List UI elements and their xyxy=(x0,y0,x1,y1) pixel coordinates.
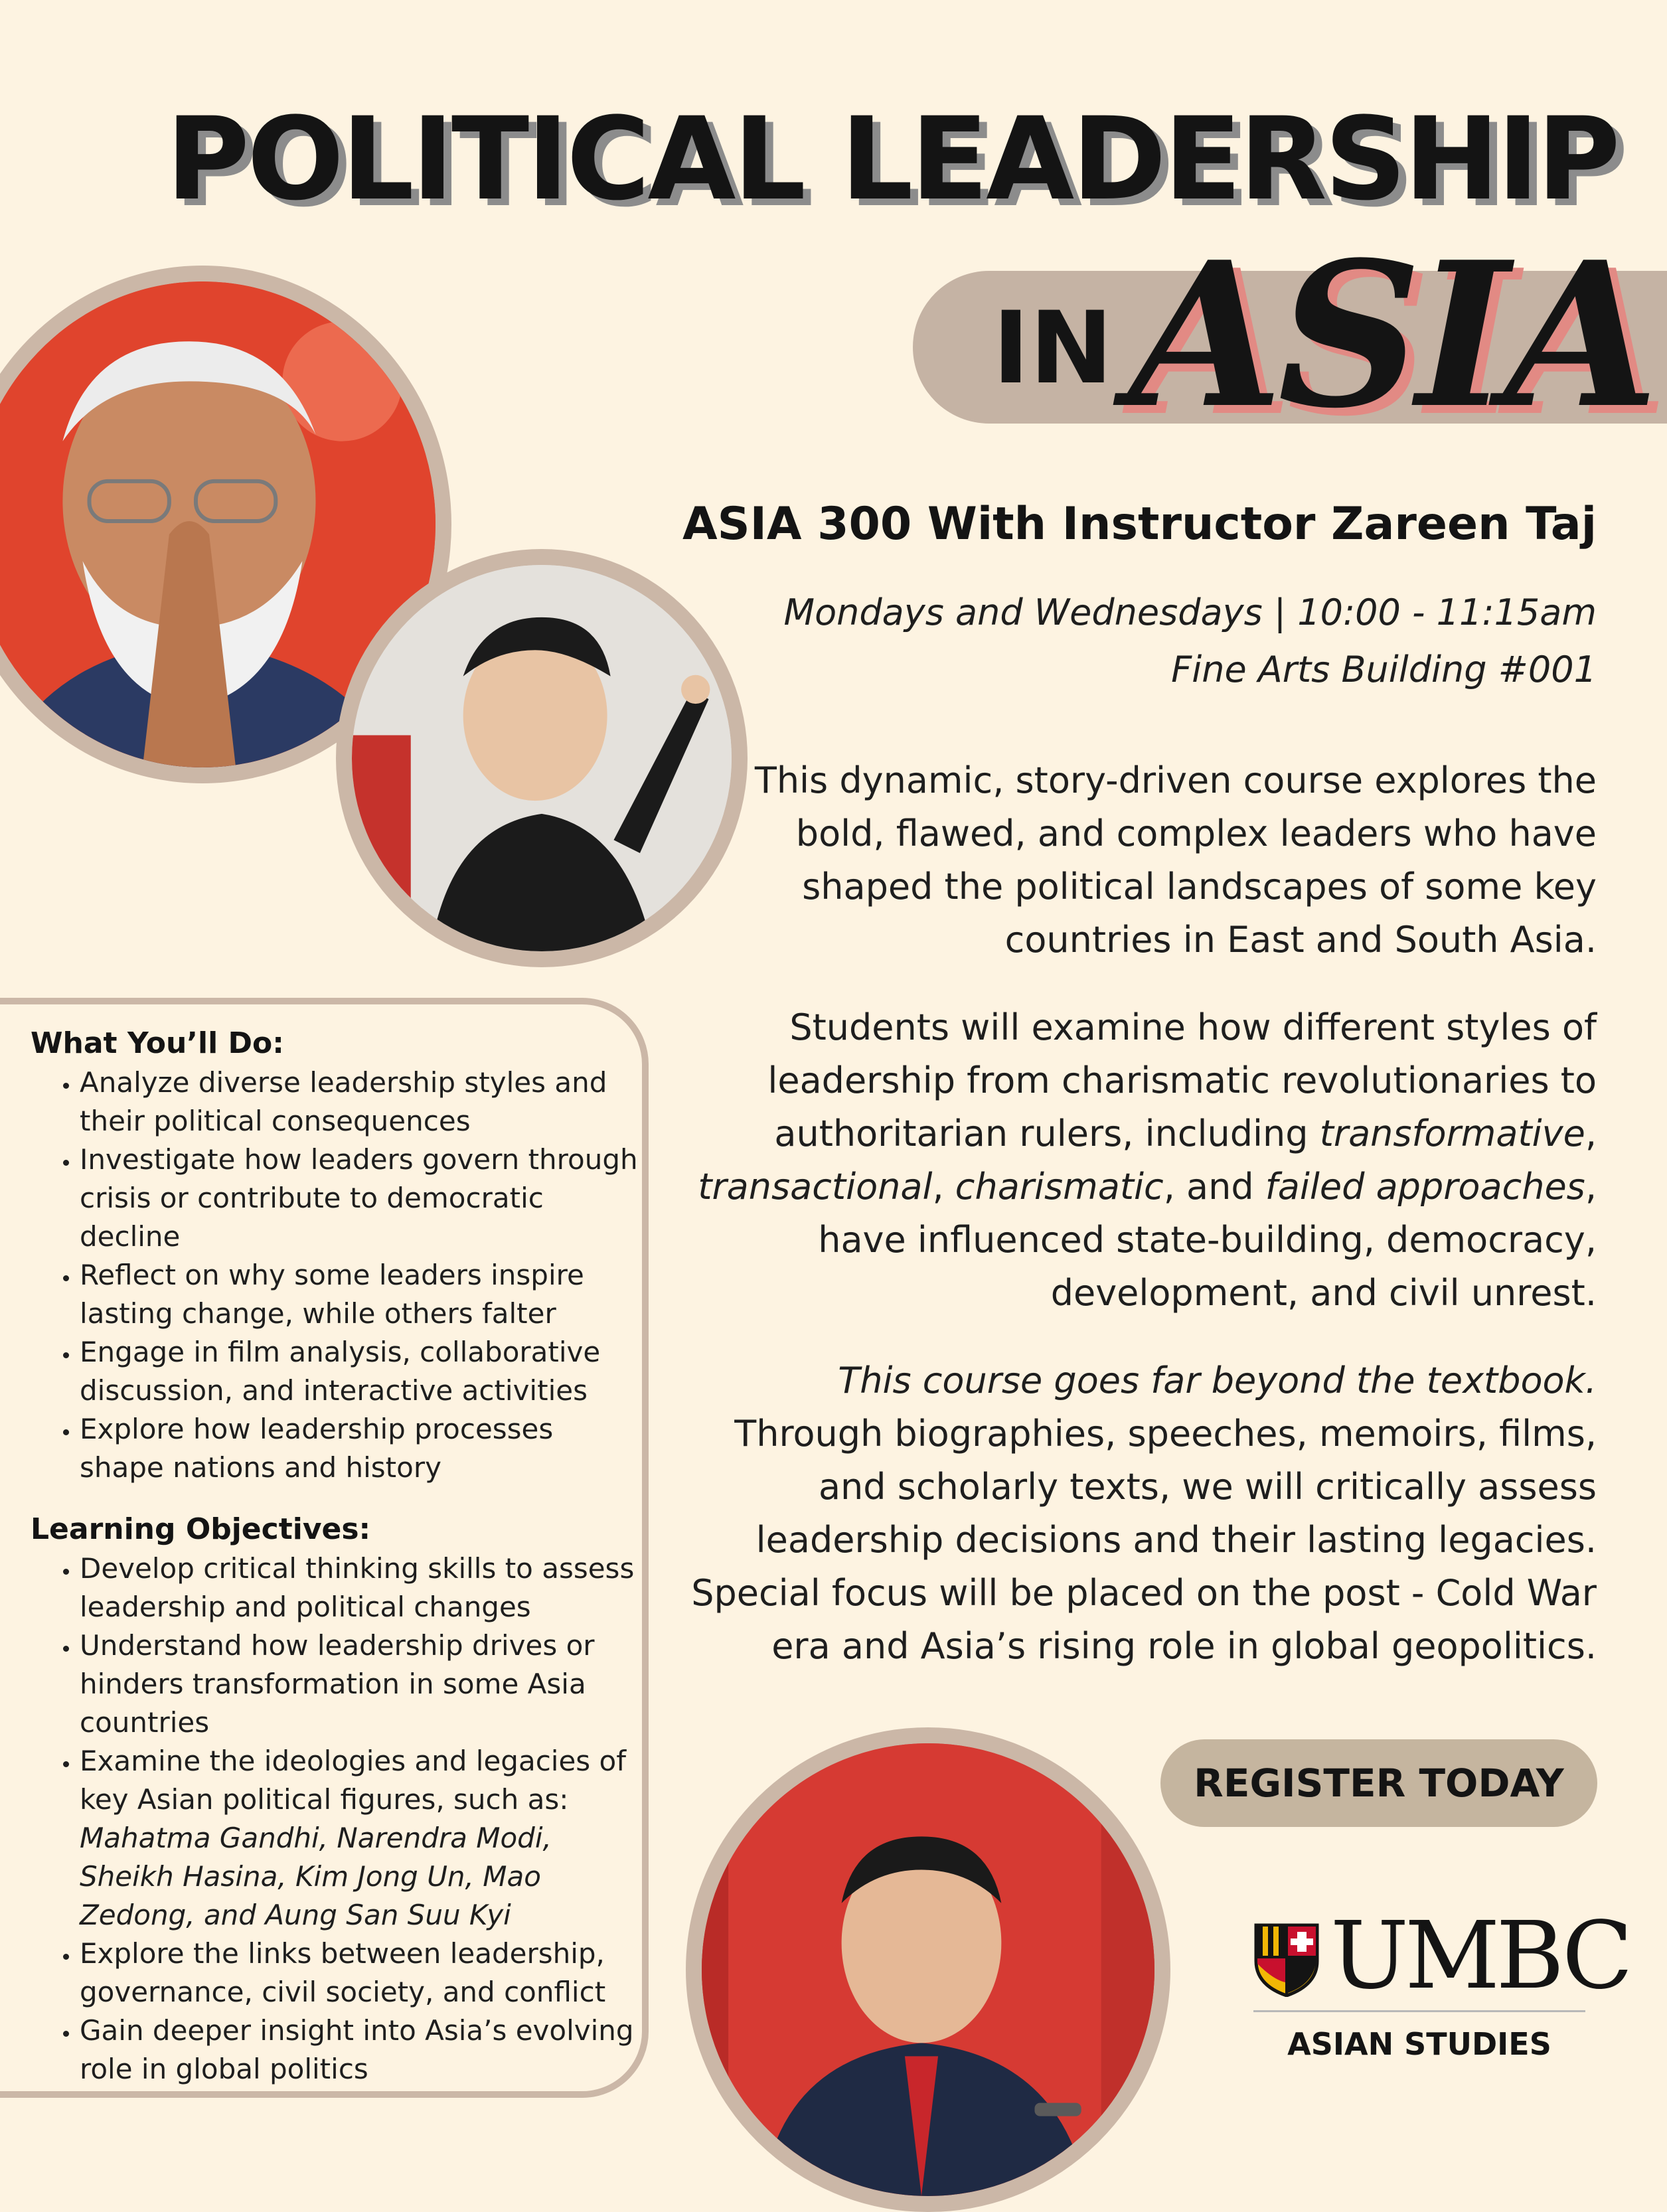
list-item-figures xyxy=(80,1742,641,1935)
learning-objectives-list xyxy=(31,1549,641,2089)
list-item: • Explore how leadership processes shape nations and history xyxy=(80,1410,641,1487)
list-item: • Understand how leadership drives or hinders transformation in some Asia countries xyxy=(80,1626,641,1742)
course-schedule-block xyxy=(784,584,1597,698)
figures-names: Mahatma Gandhi, Narendra Modi, Sheikh Hasina, Kim Jong Un, Mao Zedong, and Aung San Suu Kyi xyxy=(80,1822,552,1931)
p2-text-end: , have influenced state-building, democracy, development, and civil unrest. xyxy=(818,1166,1597,1314)
p3-italic: This course goes far beyond the textbook. xyxy=(838,1360,1597,1401)
p2-sep-1: , xyxy=(1585,1113,1597,1154)
p2-transformative: transformative xyxy=(1319,1113,1585,1154)
list-item: • Investigate how leaders govern through crisis or contribute to democratic decline xyxy=(80,1141,641,1256)
course-schedule: Mondays and Wednesdays | 10:00 - 11:15am xyxy=(783,592,1597,633)
figures-lead: Examine the ideologies and legacies of key Asian political figures, such as: xyxy=(80,1745,627,1816)
learning-objectives-heading: Learning Objectives: xyxy=(31,1512,371,1546)
list-item: • Reflect on why some leaders inspire lasting change, while others falter xyxy=(80,1256,641,1333)
logo-divider xyxy=(1253,2010,1585,2012)
p2-sep-2: , xyxy=(932,1166,955,1208)
title-in: IN xyxy=(992,291,1113,406)
list-item: • Analyze diverse leadership styles and their political consequences xyxy=(80,1064,641,1141)
p2-failed-approaches: failed approaches xyxy=(1265,1166,1585,1208)
course-location: Fine Arts Building #001 xyxy=(1171,649,1597,690)
department-name: ASIAN STUDIES xyxy=(1287,2026,1551,2062)
leader-photo-3 xyxy=(686,1727,1170,2212)
description-paragraph-1: This dynamic, story-driven course explores the bold, flawed, and complex leaders who have shaped the political landscapes of some key countries in East and South Asia. xyxy=(754,759,1597,961)
list-item: • Explore the links between leadership, governance, civil society, and conflict xyxy=(80,1935,641,2012)
p3-rest: Through biographies, speeches, memoirs, films, and scholarly texts, we will critically assess leadership decisions and their lasting legacies. Special focus will be placed on the post - Cold War era and Asia’s rising role in global geopolitics. xyxy=(691,1413,1597,1667)
p2-sep-3: , and xyxy=(1163,1166,1265,1208)
p2-charismatic: charismatic xyxy=(955,1166,1164,1208)
title-asia: ASIA xyxy=(1129,218,1654,452)
p2-text-start: Students will examine how different styles of leadership from charismatic revolutionaries to authoritarian rulers, including xyxy=(767,1006,1597,1154)
umbc-wordmark: UMBC xyxy=(1330,1902,1629,2010)
title-line-1: POLITICAL LEADERSHIP xyxy=(166,92,1618,226)
register-button[interactable]: REGISTER TODAY xyxy=(1160,1739,1597,1827)
list-item: • Develop critical thinking skills to assess leadership and political changes xyxy=(80,1549,641,1626)
umbc-shield-icon xyxy=(1253,1923,1320,1997)
list-item: • Engage in film analysis, collaborative discussion, and interactive activities xyxy=(80,1333,641,1410)
info-box-content xyxy=(31,1024,641,2089)
p2-transactional: transactional xyxy=(698,1166,933,1208)
list-item: • Gain deeper insight into Asia’s evolving role in global politics xyxy=(80,2012,641,2089)
description-paragraph-3 xyxy=(680,1354,1597,1673)
what-youll-do-list xyxy=(31,1064,641,1487)
course-heading: ASIA 300 With Instructor Zareen Taj xyxy=(682,498,1597,550)
description-paragraph-2 xyxy=(680,1001,1597,1320)
what-youll-do-heading: What You’ll Do: xyxy=(31,1026,284,1060)
